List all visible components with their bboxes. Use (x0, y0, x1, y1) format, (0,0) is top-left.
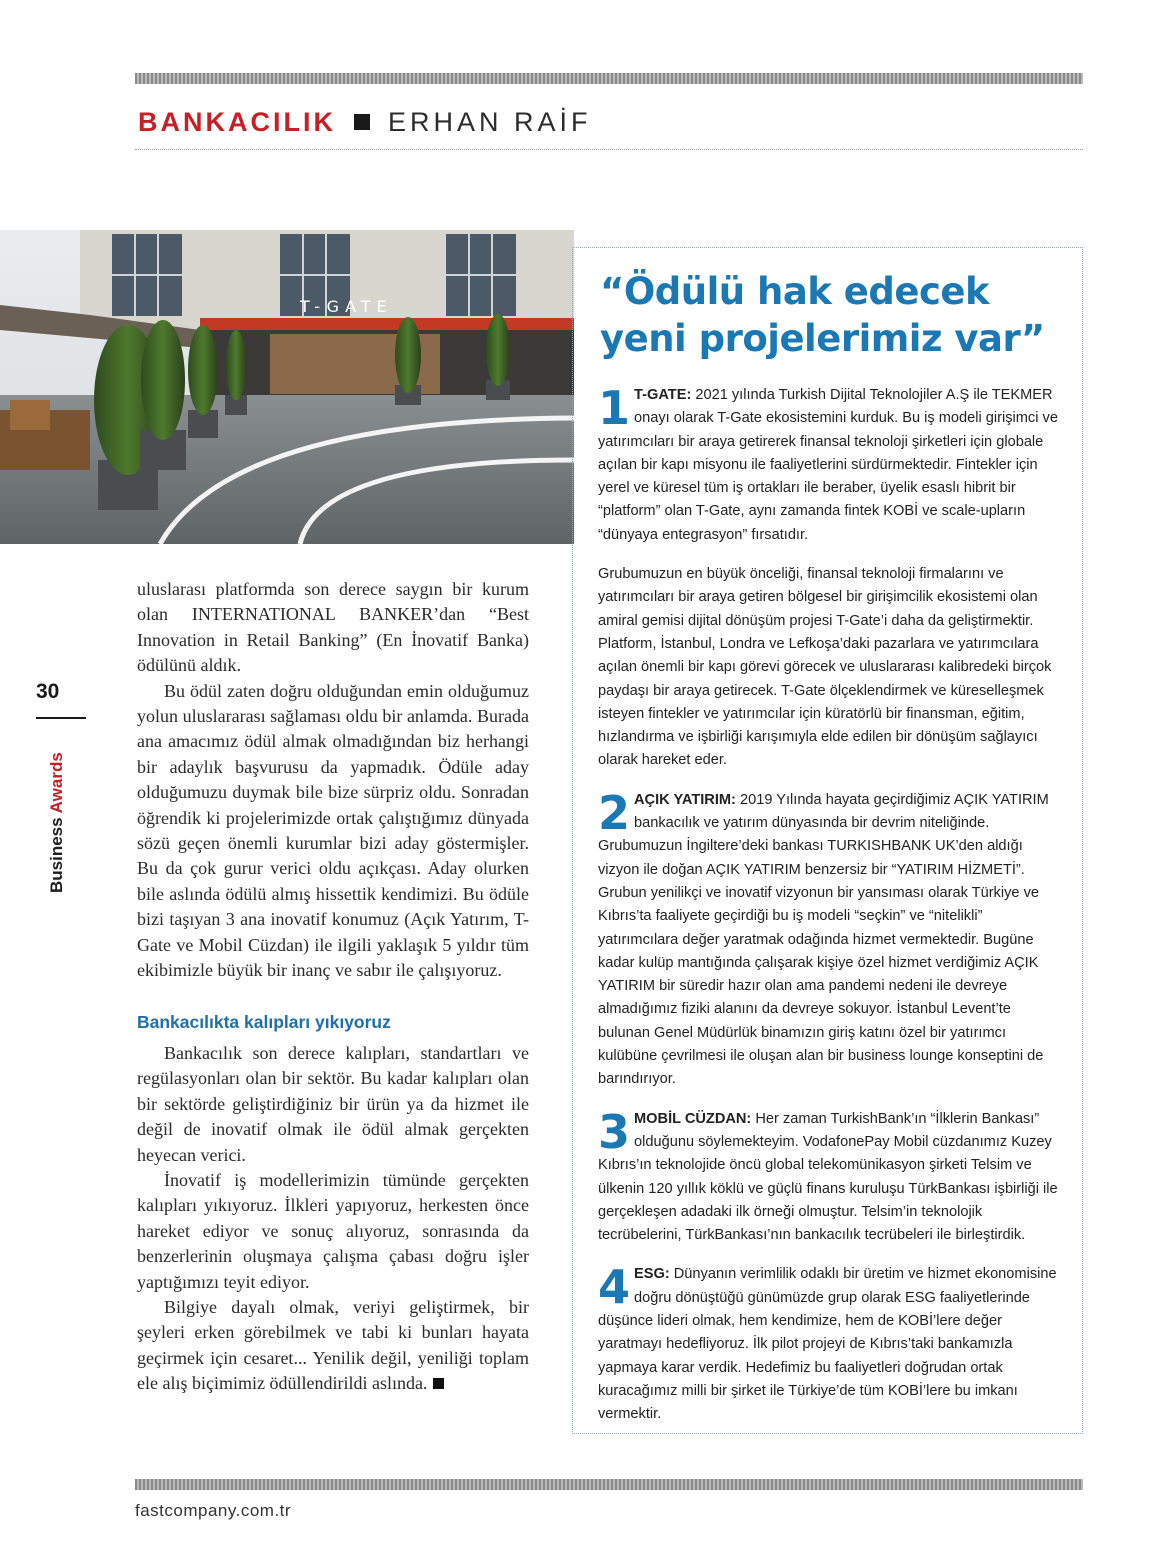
body-paragraph-text: Bilgiye dayalı olmak, veriyi geliştirmek, bir şeyleri erken görebilmek ve tabi ki bunları hayata geçirmek için cesaret... Yenilik değil, yeniliği toplam ele alış biçimimiz ödüllendirildi aslında. (137, 1296, 529, 1394)
bottom-stripe (135, 1479, 1083, 1490)
numbered-item (598, 785, 1060, 1092)
item-text-block (598, 1260, 1060, 1426)
article-photo (0, 230, 574, 544)
header-separator-square (354, 114, 370, 130)
building-illustration (0, 230, 574, 544)
item-keyword: T-GATE: (634, 387, 692, 403)
header-divider (135, 149, 1083, 150)
body-paragraph: İnovatif iş modellerimizin tümünde gerçekten kalıpları yıkıyoruz. İlkleri yapıyoruz, herkesten önce hareket ediyor ve sonuç alıyoruz, sonrasında da benzerlerinin oluşmaya çalışma çabası doğru işler yaptığımızı teyit ediyor. (137, 1169, 529, 1292)
item-number: 4 (598, 1260, 631, 1315)
magazine-section-tag (47, 752, 67, 893)
section-label: BANKACILIK (138, 106, 336, 137)
item-keyword: ESG: (634, 1266, 670, 1283)
footer-website: fastcompany.com.tr (135, 1501, 292, 1520)
body-paragraph: uluslarası platformda son derece saygın bir kurum olan INTERNATIONAL BANKER’dan “Best Innovation in Retail Banking” (En İnovatif Banka) ödülünü aldık. (137, 579, 529, 676)
interview-box-content (598, 381, 1060, 1442)
author-name: ERHAN RAİF (388, 106, 592, 137)
sign-text: T-GATE (300, 297, 393, 316)
item-text: Her zaman TurkishBank’ın “İlklerin Bankası” olduğunu söylemekteyim. VodafonePay Mobil cüzdanımız Kuzey Kıbrıs’ın teknolojide öncü global telekomünikasyon şirketi Telsim ve ülkenin 120 yıllık köklü ve güçlü finans kuruluşu TürkBankası işbirliği ile gerçekleşen adadaki ilk örneği olmuştur. Telsim’in teknolojik tecrübelerini, TürkBankası’nın bankacılık tecrübeleri ile birleştirdik. (598, 1110, 1058, 1244)
item-keyword: AÇIK YATIRIM: (634, 791, 736, 808)
body-paragraph: Bu ödül zaten doğru olduğundan emin olduğumuz yolun uluslararası sağlaması oldu bir anlamda. Burada ana amacımız ödül almak olmadığından biz herhangi bir adaylık başvurusu da yapmadık. Ödüle aday olduğumuzu duymak bile bize sürpriz oldu. Sonradan öğrendik ki projelerimizde ortak çalıştığımız dünyada sözü geçen önemli kurumlar bizi aday göstermişler. Bu da çok gurur verici oldu açıkçası. Aday olurken bile aslında ödülü almış hissettik kendimizi. Bu ödüle bizi taşıyan 3 ana inovatif konumuz (Açık Yatırım, T-Gate ve Mobil Cüzdan) ile ilgili yaklaşık 5 yıldır tüm ekibimizle büyük bir inanç ve sabır ile çalışıyoruz. (137, 680, 529, 981)
article-left-column (137, 577, 529, 1397)
item-number: 2 (598, 785, 631, 840)
item-keyword: MOBİL CÜZDAN: (634, 1110, 752, 1127)
magazine-tag-business: Business (47, 813, 66, 893)
magazine-tag-awards: Awards (47, 752, 66, 814)
end-of-article-square (433, 1378, 444, 1389)
item-text: Dünyanın verimlilik odaklı bir üretim ve hizmet ekonomisine doğru dönüştüğü günümüzde grup olarak ESG faaliyetlerinde düşünce lideri olmak, hem kendimize, hem de KOBİ’lere değer yaratmayı hedefliyoruz. İlk pilot projeyi de Kıbrıs’taki bankamızla yapmaya karar verdik. Hedefimiz bu faaliyetleri doğrudan ortak kuracağımız milli bir şirket ile Türkiye’de tüm KOBİ’lere bu imkanı vermektir. (598, 1266, 1057, 1423)
page-number: 30 (36, 680, 60, 703)
box-paragraph: Grubumuzun en büyük önceliği, finansal teknoloji firmalarını ve yatırımcıları bir araya getiren bölgesel bir girişimcilik ekosistemi olan amiral gemisi dijital dönüşüm projesi T-Gate’i daha da geliştirmektir. Platform, İstanbul, Londra ve Lefkoşa’daki pazarlara ve yatırımcılara açılan önemli bir kapı görevi görecek ve uluslararası kalibredeki birçok paydaşı bir araya getirecek. T-Gate ölçeklendirmek ve küreselleşmek isteyen fintekler ve yatırımcılar için küratörlü bir finansman, eğitim, hızlandırma ve işbirliği karışımıyla elde edilen bir dönüşüm sağlayıcı olarak hareket eder. (598, 566, 1052, 769)
item-text: 2021 yılında Turkish Dijital Teknolojiler A.Ş ile TEKMER onayı olarak T-Gate ekosistemini kurduk. Bu iş modeli girişimci ve yatırımcıları bir araya getirerek finansal teknoloji şirketleri için globale açılan bir kapı misyonu ile faaliyetlerini sürdürmektedir. Fintekler için yerel ve küresel tüm iş ortakları ile beraber, üyelik esaslı hibrit bir “platform” olan T-Gate, aynı zamanda fintek KOBİ ve scale-upların “dünyaya entegrasyon” fırsatıdır. (598, 387, 1058, 543)
item-text-block (598, 785, 1060, 1092)
page-number-rule (36, 717, 86, 719)
numbered-item (598, 1260, 1060, 1426)
numbered-item (598, 381, 1060, 547)
body-paragraph: Bankacılık son derece kalıpları, standartları ve regülasyonları olan bir sektör. Bu kadar kalıpları olan bir sektörde geliştirdiğiniz bir ürün ya da hizmet ile değil de inovatif olmak ile ödül almak gerçekten heyecan verici. (137, 1042, 529, 1165)
item-text-block (598, 381, 1060, 547)
numbered-item (598, 1104, 1060, 1248)
item-text: 2019 Yılında hayata geçirdiğimiz AÇIK YATIRIM bankacılık ve yatırım dünyasında bir devrim niteliğinde. Grubumuzun İngiltere’deki bankası TURKISHBANK UK’den aldığı vizyon ile doğan AÇIK YATIRIM benzersiz bir “YATIRIM HİZMETİ”. Grubun yenilikçi ve inovatif vizyonun bir yansıması olarak Türkiye ve Kıbrıs’ta faaliyete geçirdiği bu iş modeli “seçkin” ve “nitelikli” yatırımcılara değer yaratmak odağında hizmet vermektedir. Bugüne kadar kulüp mantığında çalışarak kişiye özel hizmet verdiğimiz AÇIK YATIRIM bir süredir hazır olan ama pandemi nedeni ile devreye almadığımız fiziki alanını da devreye sokuyor. İstanbul Levent’te bulunan Genel Müdürlük binamızın giriş katını özel bir yatırımcı kulübüne çevrilmesi ile oluşan alan bir business lounge konseptini de barındırıyor. (598, 791, 1049, 1088)
item-number: 3 (598, 1104, 631, 1159)
pull-quote: “Ödülü hak edecek yeni projelerimiz var” (600, 270, 1045, 360)
subheading: Bankacılıkta kalıpları yıkıyoruz (137, 1011, 391, 1032)
body-paragraph-last (137, 1295, 529, 1397)
item-text-block (598, 1104, 1060, 1248)
page-header (138, 102, 592, 142)
item-number: 1 (598, 381, 631, 435)
top-stripe (135, 73, 1083, 84)
